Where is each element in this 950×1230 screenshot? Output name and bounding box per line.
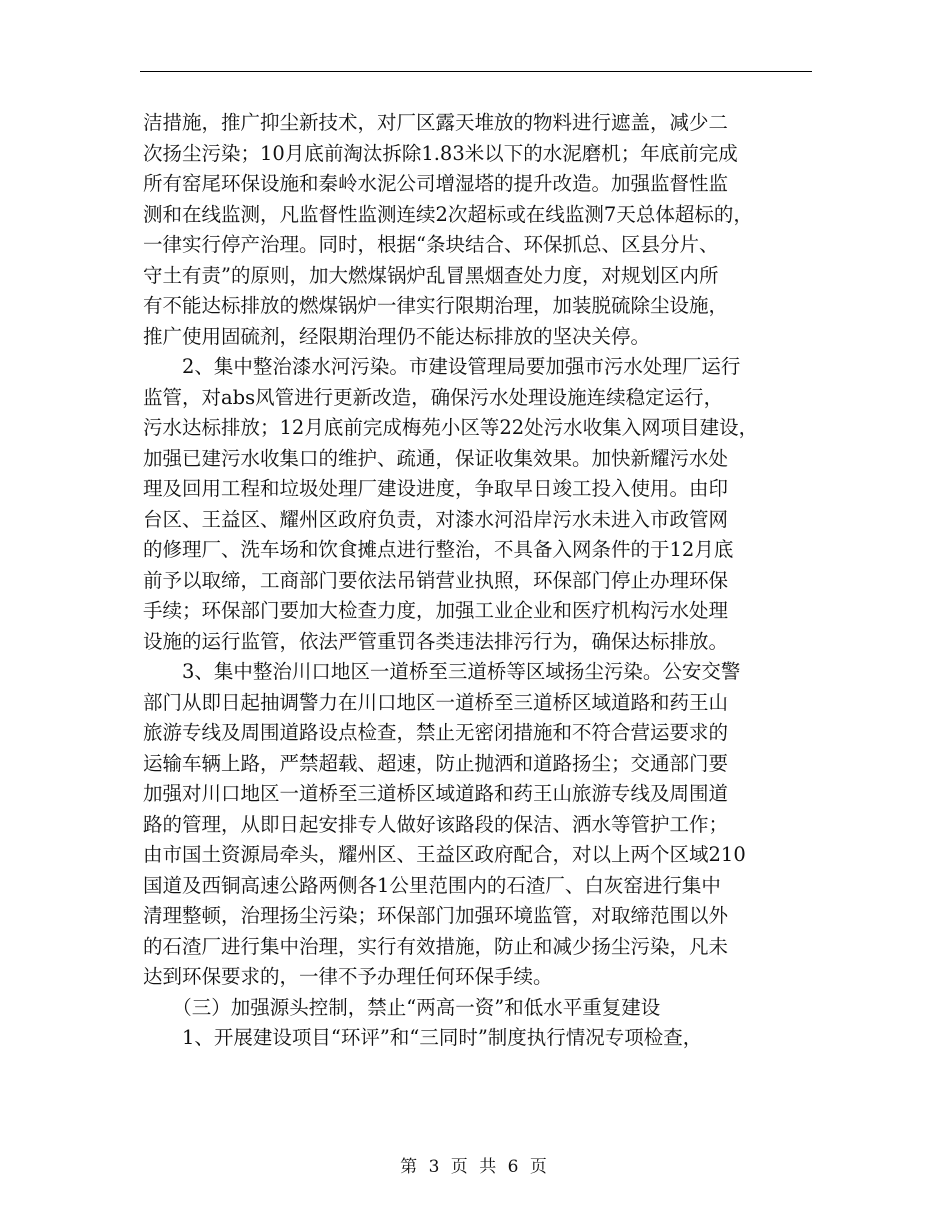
text-line: 前予以取缔，工商部门要依法吊销营业执照，环保部门停止办理环保	[143, 568, 729, 592]
text-line: 的修理厂、洗车场和饮食摊点进行整治，不具备入网条件的于12月底	[143, 538, 734, 561]
body-text	[143, 108, 815, 1054]
text-line: 所有窑尾环保设施和秦岭水泥公司增湿塔的提升改造。加强监督性监	[143, 172, 729, 195]
text-line: 清理整顿，治理扬尘污染；环保部门加强环境监管，对取缔范围以外	[143, 904, 729, 927]
text-line: 2、集中整治漆水河污染。市建设管理局要加强市污水处理厂运行	[143, 355, 741, 378]
text-line: 推广使用固硫剂，经限期治理仍不能达标排放的坚决关停。	[143, 324, 651, 348]
text-line: 手续；环保部门要加大检查力度，加强工业企业和医疗机构污水处理	[143, 599, 729, 622]
text-line: 1、开展建设项目“环评”和“三同时”制度执行情况专项检查，	[143, 1026, 703, 1049]
text-line: 台区、王益区、耀州区政府负责，对漆水河沿岸污水未进入市政管网	[143, 507, 729, 531]
text-line: 运输车辆上路，严禁超载、超速，防止抛洒和道路扬尘；交通部门要	[143, 751, 729, 775]
text-line: 加强已建污水收集口的维护、疏通，保证收集效果。加快新耀污水处	[143, 446, 729, 470]
text-line: （三）加强源头控制，禁止“两高一资”和低水平重复建设	[143, 995, 661, 1019]
text-line: 路的管理，从即日起安排专人做好该路段的保洁、洒水等管护工作；	[143, 812, 729, 836]
text-line: 旅游专线及周围道路设点检查，禁止无密闭措施和不符合营运要求的	[143, 721, 729, 744]
text-line: 污水达标排放；12月底前完成梅苑小区等22处污水收集入网项目建设，	[143, 416, 759, 439]
text-line: 理及回用工程和垃圾处理厂建设进度，争取早日竣工投入使用。由印	[143, 477, 729, 500]
header-rule	[140, 71, 812, 72]
text-line: 由市国土资源局牵头，耀州区、王益区政府配合，对以上两个区域210	[143, 843, 746, 866]
text-line: 次扬尘污染；10月底前淘汰拆除1.83米以下的水泥磨机；年底前完成	[143, 141, 738, 165]
page-number-footer: 第 3 页 共 6 页	[400, 1157, 550, 1177]
text-line: 有不能达标排放的燃煤锅炉一律实行限期治理，加装脱硫除尘设施，	[143, 294, 729, 317]
text-line: 国道及西铜高速公路两侧各1公里范围内的石渣厂、白灰窑进行集中	[143, 873, 721, 897]
text-line: 测和在线监测，凡监督性监测连续2次超标或在线监测7天总体超标的，	[143, 202, 753, 226]
text-line: 监管，对abs风管进行更新改造，确保污水处理设施连续稳定运行，	[143, 385, 724, 409]
text-line: 加强对川口地区一道桥至三道桥区域道路和药王山旅游专线及周围道	[143, 782, 729, 805]
text-line: 洁措施，推广抑尘新技术，对厂区露天堆放的物料进行遮盖，减少二	[143, 111, 729, 134]
text-line: 设施的运行监管，依法严管重罚各类违法排污行为，确保达标排放。	[143, 629, 729, 653]
text-line: 3、集中整治川口地区一道桥至三道桥等区域扬尘污染。公安交警	[143, 660, 741, 683]
text-line: 守土有责”的原则，加大燃煤锅炉乱冒黑烟查处力度，对规划区内所	[143, 263, 719, 287]
text-line: 部门从即日起抽调警力在川口地区一道桥至三道桥区域道路和药王山	[143, 690, 729, 714]
text-line: 的石渣厂进行集中治理，实行有效措施，防止和减少扬尘污染，凡未	[143, 934, 729, 958]
text-line: 达到环保要求的，一律不予办理任何环保手续。	[143, 965, 553, 988]
text-line: 一律实行停产治理。同时，根据“条块结合、环保抓总、区县分片、	[143, 233, 719, 256]
